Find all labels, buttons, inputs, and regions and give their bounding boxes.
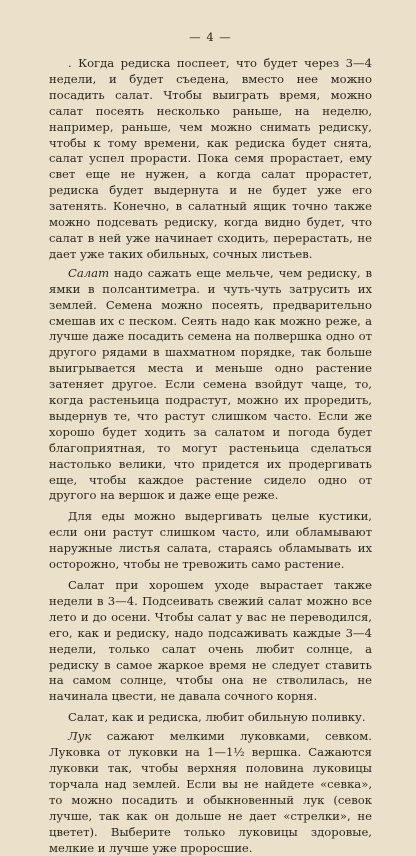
paragraph-4-text: Салат при хорошем уходе вырастает также недели в 3—4. Подсеивать свежий салат можно все лето и до осени. Чтобы салат у вас не переводился, его, как и редиску, надо подсаживать каждые 3—4 недели, только салат очень любит солнце, а редиску в самое жаркое время не следует ставить на самом солнце, чтобы она не стволилась, не начинала цвести, не давала сочного корня. bbox=[49, 578, 372, 704]
paragraph-1-text: . Когда редиска поспеет, что будет через 3—4 недели, и будет съедена, вместо нее можно посадить салат. Чтобы выиграть время, можно салат посеять несколько раньше, на неделю, например, раньше, чем можно снимать редиску, чтобы к тому времени, как редиска будет снята, салат успел прорасти. Пока семя прорастает, ему свет еще не нужен, а когда салат прорастет, редиска будет выдернута и не будет уже его затенять. Конечно, в салатный ящик точно также можно подсевать редиску, когда видно будет, что салат в ней уже начинает сходить, перерастать, не дает уже таких обильных, сочных листьев. bbox=[49, 56, 372, 261]
paragraph-3-text: Для еды можно выдергивать целые кустики, если они растут слишком часто, или обламывают наружные листья салата, стараясь обламывать их осторожно, чтобы не тревожить само растение. bbox=[49, 509, 372, 572]
paragraph-6-text: сажают мелкими луковками, севком. Луковка от луковки на 1—1½ вершка. Сажаются луковки так, чтобы верхняя половина луковицы торчала над землей. Если вы не найдете «севка», то можно посадить и обыкновенный лук (севок лучше, так как он дольше не дает «стрелки», не цветет). Выберите только луковицы здоровые, мелкие и лучше уже проросшие. bbox=[49, 729, 372, 855]
paragraph-6 bbox=[49, 729, 372, 856]
paragraph-2-text: надо сажать еще мельче, чем редиску, в ямки в полсантиметра. и чуть-чуть затрусить их землей. Семена можно посеять, предварительно смешав их с песком. Сеять надо как можно реже, а лучше даже посадить семена на полвершка одно от другого рядами в шахматном порядке, так больше выигрывается места и меньше одно растение затеняет другое. Если семена взойдут чаще, то, когда растеньица подрастут, можно их проредить, выдернув те, что растут слишком часто. Если же хорошо будет ходить за салатом и погода будет благоприятная, то могут растеньица сделаться настолько велики, что придется их продергивать еще, чтобы каждое растение сидело одно от другого на вершок и даже еще реже. bbox=[49, 265, 372, 503]
paragraph-5-text: Салат, как и редиска, любит обильную поливку. bbox=[68, 710, 366, 725]
paragraph-5 bbox=[49, 710, 372, 726]
paragraph-3 bbox=[49, 509, 372, 573]
page-number: — 4 — bbox=[189, 30, 232, 44]
paragraph-6-lead: Лук bbox=[68, 729, 92, 744]
paragraph-1 bbox=[49, 56, 372, 263]
page-text bbox=[49, 56, 372, 856]
paragraph-2-lead: Салат bbox=[68, 265, 110, 280]
paragraph-2 bbox=[49, 266, 372, 505]
paragraph-4 bbox=[49, 578, 372, 705]
